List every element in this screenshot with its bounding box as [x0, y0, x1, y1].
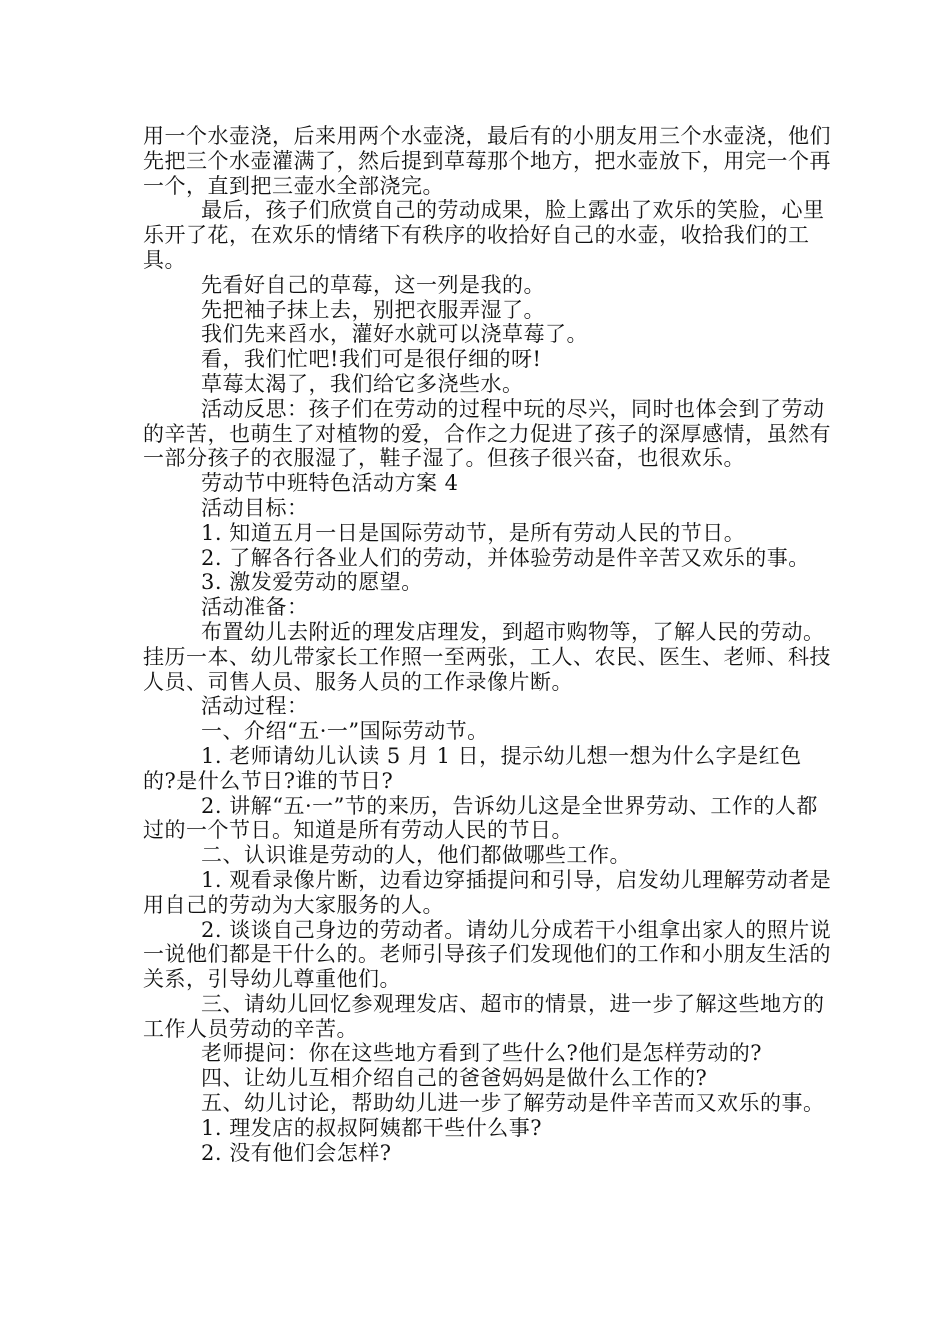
paragraph: 1. 观看录像片断，边看边穿插提问和引导，启发幼儿理解劳动者是用自己的劳动为大家服务的人。: [143, 867, 832, 917]
paragraph: 2. 没有他们会怎样?: [201, 1140, 392, 1165]
paragraph: 活动反思：孩子们在劳动的过程中玩的尽兴，同时也体会到了劳动的辛苦，也萌生了对植物的爱，合作之力促进了孩子的深厚感情，虽然有一部分孩子的衣服湿了，鞋子湿了。但孩子很兴奋，也很欢乐。: [143, 396, 831, 471]
paragraph: 1. 理发店的叔叔阿姨都干些什么事?: [201, 1115, 542, 1140]
paragraph: 看，我们忙吧!我们可是很仔细的呀!: [201, 347, 542, 372]
paragraph: 三、请幼儿回忆参观理发店、超市的情景，进一步了解这些地方的工作人员劳动的辛苦。: [143, 991, 825, 1041]
paragraph: 五、幼儿讨论，帮助幼儿进一步了解劳动是件辛苦而又欢乐的事。: [201, 1091, 825, 1116]
section-title: 劳动节中班特色活动方案 4: [201, 471, 459, 496]
paragraph: 活动过程：: [201, 694, 309, 719]
paragraph: 1. 老师请幼儿认读 5 月 1 日，提示幼儿想一想为什么字是红色的?是什么节日?谁的节日?: [143, 743, 802, 793]
paragraph: 布置幼儿去附近的理发店理发，到超市购物等，了解人民的劳动。挂历一本、幼儿带家长工作照一至两张，工人、农民、医生、老师、科技人员、司售人员、服务人员的工作录像片断。: [143, 619, 831, 694]
paragraph: 1. 知道五月一日是国际劳动节，是所有劳动人民的节日。: [201, 520, 746, 545]
paragraph: 用一个水壶浇，后来用两个水壶浇，最后有的小朋友用三个水壶浇，他们先把三个水壶灌满了，然后提到草莓那个地方，把水壶放下，用完一个再一个，直到把三壶水全部浇完。: [143, 124, 831, 198]
paragraph: 草莓太渴了，我们给它多浇些水。: [201, 371, 524, 396]
paragraph: 一、介绍“五·一”国际劳动节。: [201, 719, 489, 744]
paragraph: 2. 谈谈自己身边的劳动者。请幼儿分成若干小组拿出家人的照片说一说他们都是干什么的。老师引导孩子们发现他们的工作和小朋友生活的关系，引导幼儿尊重他们。: [143, 917, 832, 992]
paragraph: 3. 激发爱劳动的愿望。: [201, 570, 423, 595]
paragraph: 2. 讲解“五·一”节的来历，告诉幼儿这是全世界劳动、工作的人都过的一个节日。知道是所有劳动人民的节日。: [143, 793, 818, 843]
paragraph: 2. 了解各行各业人们的劳动，并体验劳动是件辛苦又欢乐的事。: [201, 545, 810, 570]
document-body: [143, 124, 833, 1165]
paragraph: 先看好自己的草莓，这一列是我的。: [201, 272, 545, 297]
paragraph: 我们先来舀水，灌好水就可以浇草莓了。: [201, 322, 588, 347]
paragraph: 二、认识谁是劳动的人，他们都做哪些工作。: [201, 843, 631, 868]
paragraph: 活动准备：: [201, 595, 309, 620]
paragraph: 四、让幼儿互相介绍自己的爸爸妈妈是做什么工作的?: [201, 1066, 708, 1091]
paragraph: 老师提问：你在这些地方看到了些什么?他们是怎样劳动的?: [201, 1041, 763, 1066]
paragraph: 活动目标：: [201, 495, 309, 520]
paragraph: 先把袖子抹上去，别把衣服弄湿了。: [201, 297, 545, 322]
paragraph: 最后，孩子们欣赏自己的劳动成果，脸上露出了欢乐的笑脸，心里乐开了花，在欢乐的情绪下有秩序的收拾好自己的水壶，收拾我们的工具。: [143, 198, 825, 272]
